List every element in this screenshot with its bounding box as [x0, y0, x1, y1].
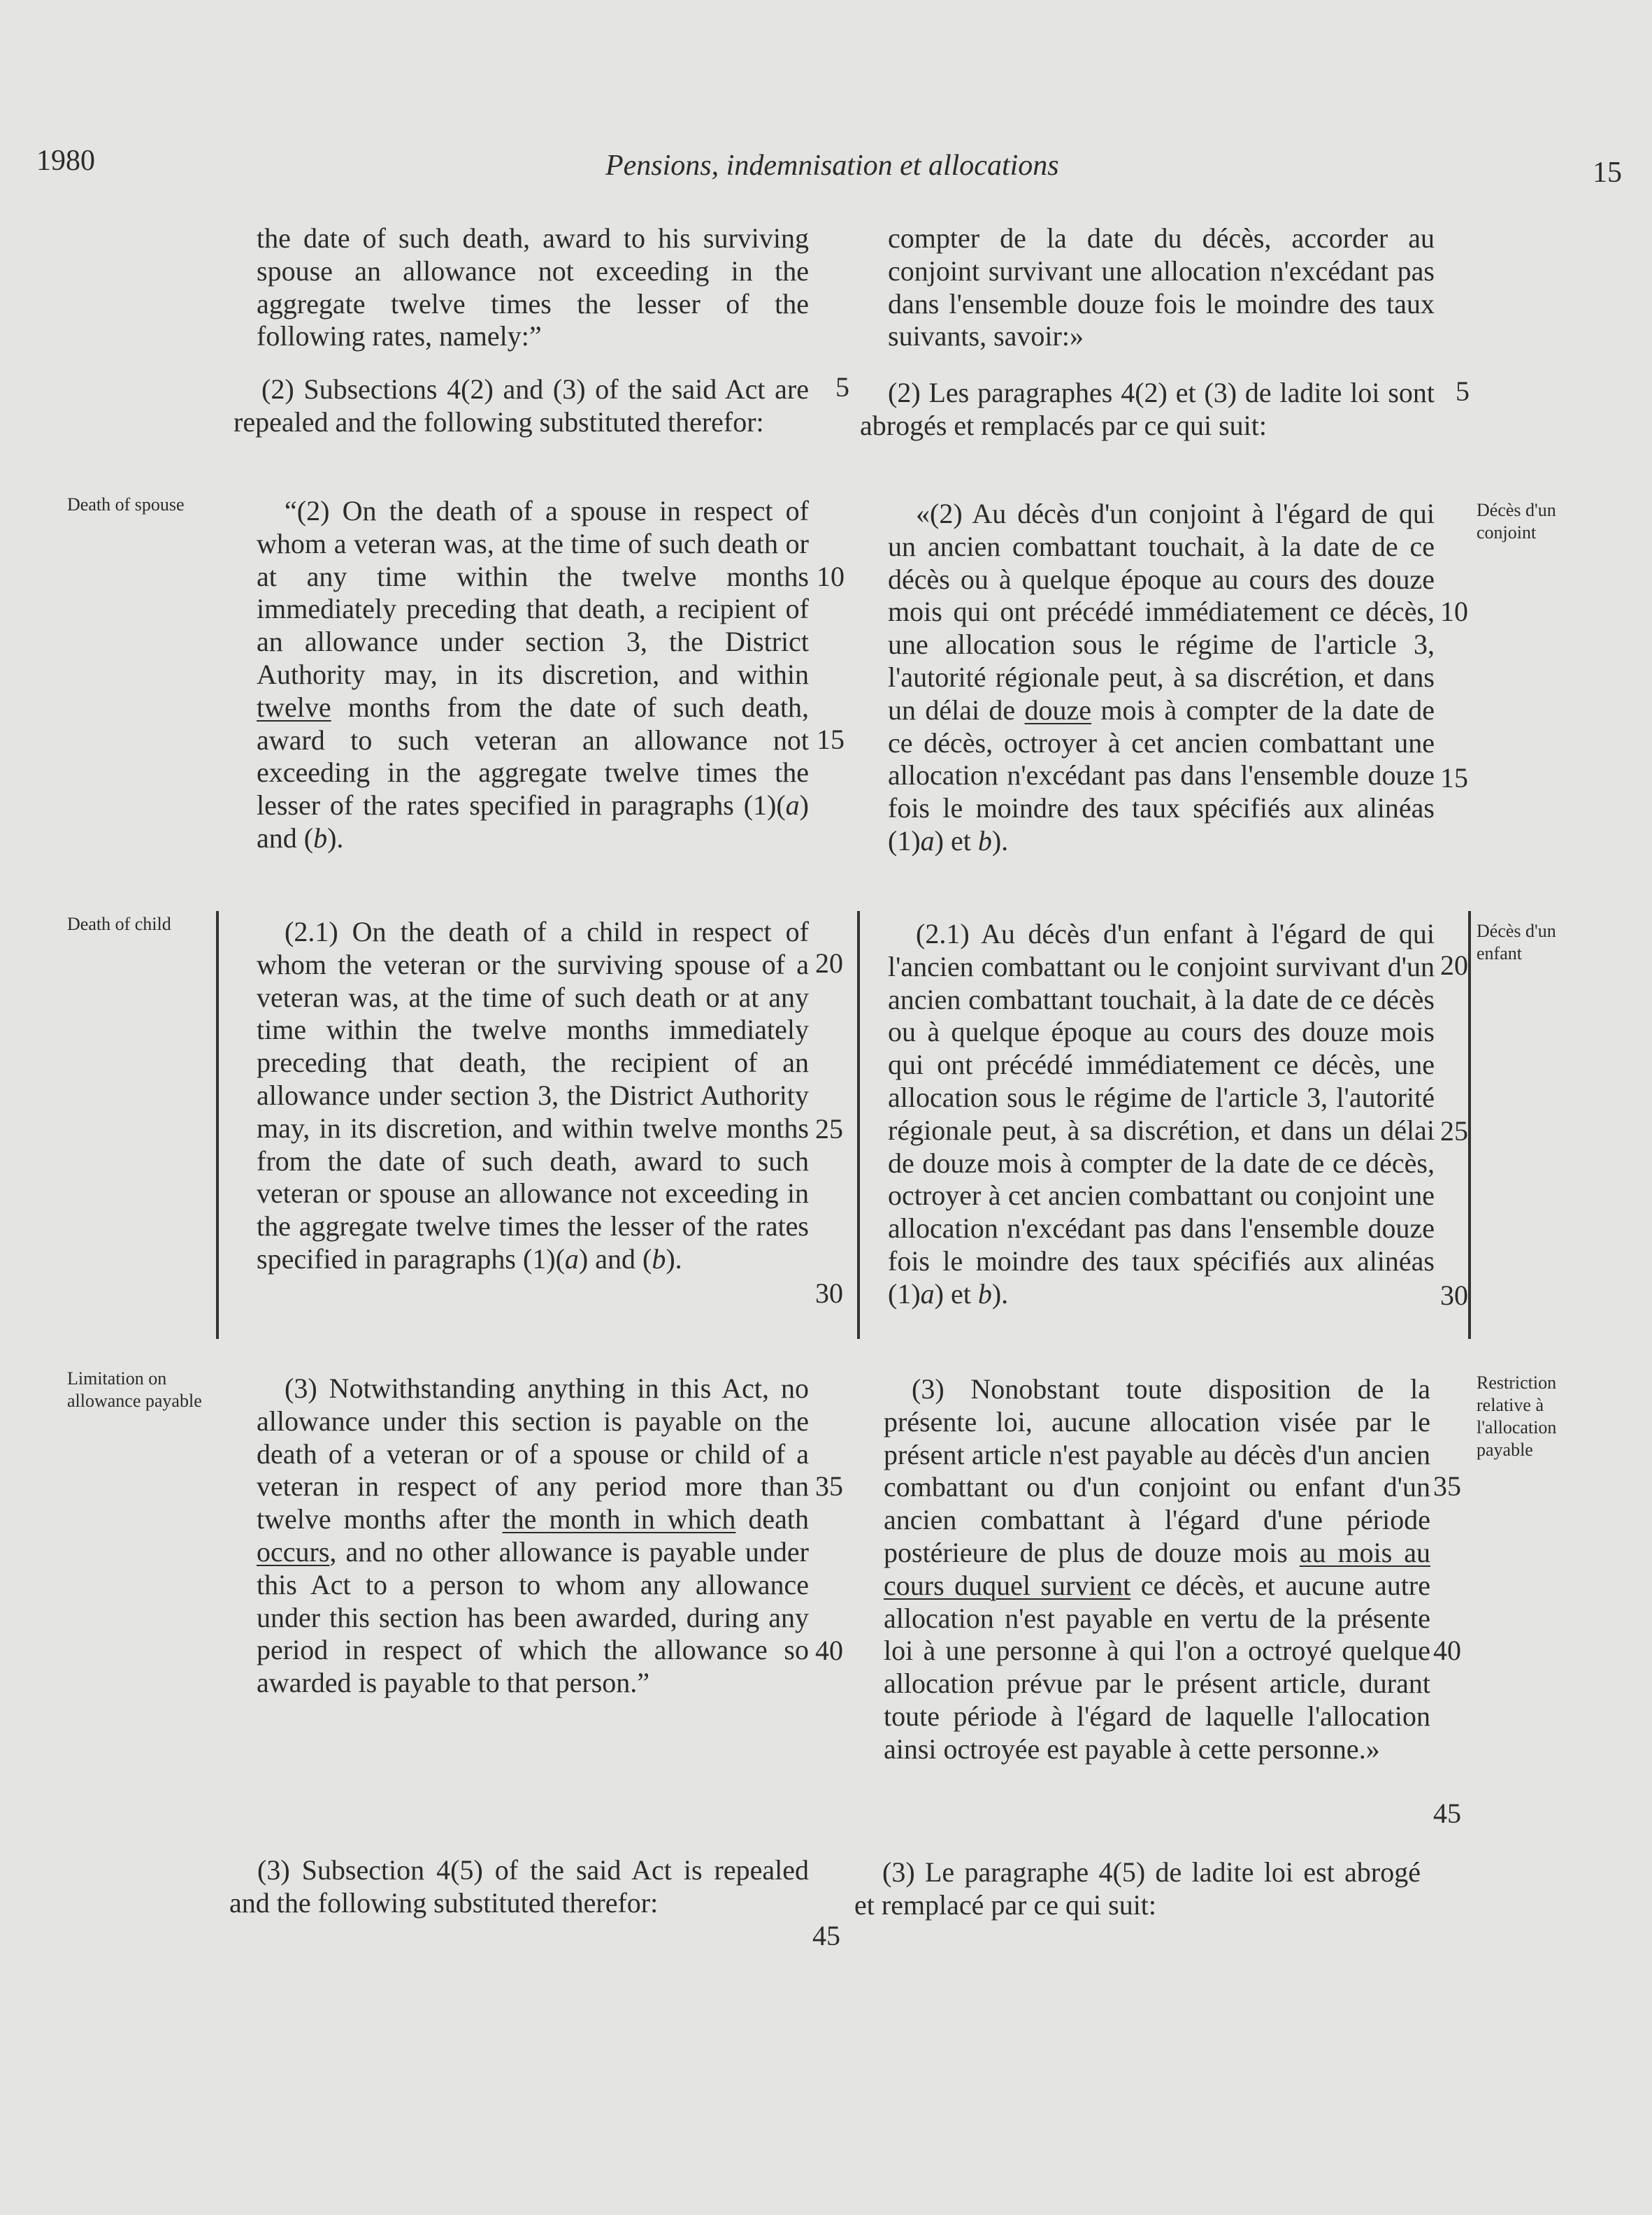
french-subsection-2: [888, 498, 1435, 858]
amendment-bar-french: [1468, 911, 1471, 1339]
side-note-deces-enfant: Décès d'un enfant: [1477, 921, 1556, 963]
line-number: 10: [817, 561, 845, 592]
page-number: 15: [1593, 157, 1622, 189]
side-note-deces-conjoint: Décès d'un conjoint: [1477, 500, 1556, 543]
line-number: 20: [1440, 949, 1468, 981]
line-number: 35: [1433, 1470, 1461, 1502]
english-amending-clause-1: [234, 373, 809, 439]
line-number: 15: [1440, 762, 1468, 794]
french-subsection-3: [884, 1373, 1430, 1766]
line-number: 30: [1440, 1279, 1468, 1311]
line-number: 20: [815, 947, 843, 979]
english-clause-text: (2) Subsections 4(2) and (3) of the said Act are repealed and the following substituted therefor:: [234, 373, 809, 438]
english-paragraph-continued: [257, 222, 809, 353]
side-note-death-of-spouse: Death of spouse: [67, 494, 185, 515]
running-title: Pensions, indemnisation et allocations: [605, 150, 1059, 182]
line-number: 5: [1456, 375, 1470, 407]
english-continued-text: the date of such death, award to his surviving spouse an allowance not exceeding in the aggregate twelve times the lesser of the following rates, namely:”: [257, 222, 809, 352]
english-amending-clause-2: [229, 1854, 809, 1920]
line-number: 5: [835, 371, 849, 403]
amendment-bar-english: [216, 911, 219, 1339]
amended-phrase: au mois au cours duquel survient: [884, 1536, 1430, 1601]
french-amending-clause-1: [860, 377, 1435, 443]
english-subsection-3: [257, 1372, 809, 1700]
french-continued-text: compter de la date du décès, accorder au conjoint survivant une allocation n'excédant pas dans l'ensemble douze fois le moindre des taux suivants, savoir:»: [888, 222, 1435, 352]
line-number: 35: [815, 1470, 843, 1502]
line-number: 25: [815, 1113, 843, 1145]
line-number: 40: [1433, 1635, 1461, 1666]
line-number: 30: [815, 1277, 843, 1309]
english-subsection-3-text: (3) Notwithstanding anything in this Act, no allowance under this section is payable on the death of a veteran or of a spouse or child of a veteran in respect of any period more than twelve months after the month in which death occurs, and no other allowance is payable under this Act to a person to whom any allowance under this section has been awarded, during any period in respect of which the allowance so awarded is payable to that person.”: [257, 1372, 809, 1699]
english-subsection-2-text: “(2) On the death of a spouse in respect of whom a veteran was, at the time of such death or at any time within the twelve months immediately preceding that death, a recipient of an allowance under section 3, the District Authority may, in its discretion, and within twelve months from the date of such death, award to such veteran an allowance not exceeding in the aggregate twelve times the lesser of the rates specified in paragraphs (1)(a) and (b).: [257, 495, 809, 854]
french-subsection-2-1-text: (2.1) Au décès d'un enfant à l'égard de qui l'ancien combattant ou le conjoint survivant d'un ancien combattant touchait, à la date de ce décès ou à quelque époque au cours des douze mois qui ont précédé immédiatement ce décès, une allocation sous le régime de l'article 3, l'autorité régionale peut, à sa discrétion, et dans un délai de douze mois à compter de la date de ce décès, octroyer à cet ancien combattant ou conjoint une allocation n'excédant pas dans l'ensemble douze fois le moindre des taux spécifiés aux alinéas (1)a) et b).: [888, 918, 1435, 1310]
french-subsection-2-text: «(2) Au décès d'un conjoint à l'égard de qui un ancien combattant touchait, à la date de ce décès ou à quelque époque au cours des douze mois qui ont précédé immédiatement ce décès, une allocation sous le régime de l'article 3, l'autorité régionale peut, à sa discrétion, et dans un délai de douze mois à compter de la date de ce décès, octroyer à cet ancien combattant une allocation n'excédant pas dans l'ensemble douze fois le moindre des taux spécifiés aux alinéas (1)a) et b).: [888, 498, 1435, 856]
french-amending-clause-2: [854, 1856, 1421, 1922]
french-subsection-3-text: (3) Nonobstant toute disposition de la présente loi, aucune allocation visée par le présent article n'est payable au décès d'un ancien combattant ou d'un conjoint ou enfant d'un ancien combattant à l'égard d'une période postérieure de plus de douze mois au mois au cours duquel survient ce décès, et aucune autre allocation n'est payable en vertu de la présente loi à une personne à qui l'on a octroyé quelque allocation prévue par le présent article, durant toute période à l'égard de laquelle l'allocation ainsi octroyée est payable à cette personne.»: [884, 1373, 1431, 1765]
line-number: 10: [1440, 596, 1468, 627]
amendment-bar-center: [857, 911, 860, 1339]
french-subsection-2-1: [888, 918, 1435, 1311]
english-subsection-2-1: [257, 916, 809, 1276]
english-subsection-2: [257, 495, 809, 855]
line-number: 45: [1433, 1798, 1461, 1829]
line-number: 25: [1440, 1115, 1468, 1147]
line-number: 45: [812, 1920, 840, 1951]
french-paragraph-continued: [888, 222, 1435, 353]
line-number: 15: [817, 724, 845, 755]
line-number: 40: [815, 1635, 843, 1666]
amended-phrase: the month in which: [502, 1503, 736, 1535]
side-note-death-of-child: Death of child: [67, 914, 171, 934]
amended-word: douze: [1024, 694, 1092, 726]
side-note-limitation: Limitation on allowance payable: [67, 1368, 202, 1411]
french-clause-text: (2) Les paragraphes 4(2) et (3) de ladite loi sont abrogés et remplacés par ce qui suit:: [860, 377, 1435, 441]
amended-word: twelve: [257, 691, 331, 723]
english-subsection-2-1-text: (2.1) On the death of a child in respect of whom the veteran or the surviving spouse of a veteran was, at the time of such death or at any time within the twelve months immediately preceding that death, the recipient of an allowance under section 3, the District Authority may, in its discretion, and within twelve months from the date of such death, award to such veteran or spouse an allowance not exceeding in the aggregate twelve times the lesser of the rates specified in paragraphs (1)(a) and (b).: [257, 916, 809, 1275]
side-note-restriction: Restriction relative à l'allocation payable: [1477, 1372, 1557, 1460]
header-year: 1980: [36, 145, 95, 177]
amended-word: occurs: [257, 1535, 330, 1568]
french-clause-text: (3) Le paragraphe 4(5) de ladite loi est abrogé et remplacé par ce qui suit:: [854, 1856, 1421, 1921]
english-clause-text: (3) Subsection 4(5) of the said Act is repealed and the following substituted therefor:: [229, 1854, 809, 1919]
